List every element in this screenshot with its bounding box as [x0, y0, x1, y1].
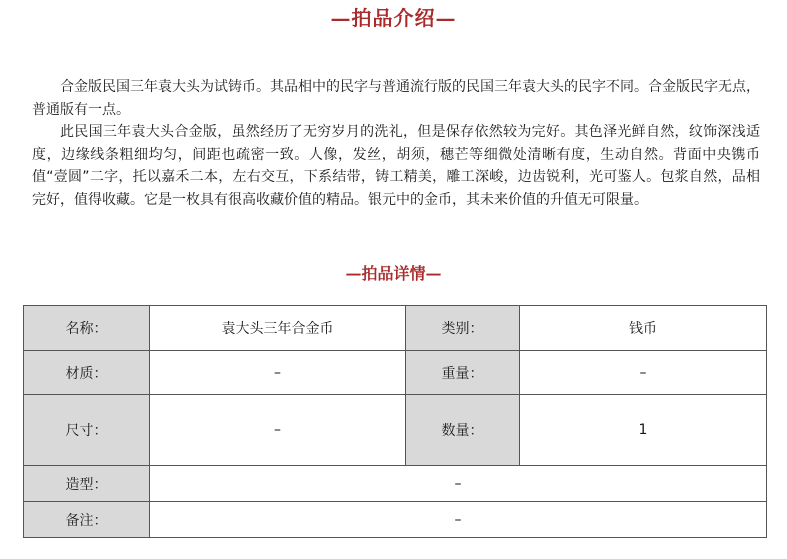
- intro-paragraph-2: 此民国三年袁大头合金版，虽然经历了无穷岁月的洗礼，但是保存依然较为完好。其色泽光鲜自然，纹饰深浅适度，边缘线条粗细均匀，间距也疏密一致。人像，发丝，胡须，穗芒等细微处清晰有度，生动自然。背面中央镌币值“壹圆”二字，托以嘉禾二本，左右交互，下系结带，铸工精美，雕工深峻，边齿锐利，光可鉴人。包浆自然，品相完好，值得收藏。它是一枚具有很高收藏价值的精品。银元中的金币，其未来价值的升值无可限量。: [32, 124, 760, 208]
- category-value: 钱币: [520, 306, 767, 351]
- material-label: 材质：: [24, 351, 150, 395]
- name-value: 袁大头三年合金币: [150, 306, 406, 351]
- quantity-label: 数量：: [406, 395, 520, 466]
- section-title-details: —拍品详情—: [345, 264, 442, 283]
- quantity-value: 1: [520, 395, 767, 466]
- note-value: –: [150, 502, 767, 538]
- details-table: [23, 305, 767, 538]
- name-label: 名称：: [24, 306, 150, 351]
- table-row: [24, 395, 767, 466]
- category-label: 类别：: [406, 306, 520, 351]
- weight-label: 重量：: [406, 351, 520, 395]
- section-title-intro: —拍品介绍—: [330, 6, 457, 30]
- intro-paragraph-1: 合金版民国三年袁大头为试铸币。其品相中的民字与普通流行版的民国三年袁大头的民字不同。合金版民字无点，普通版有一点。: [32, 79, 760, 118]
- size-value: –: [150, 395, 406, 466]
- shape-label: 造型：: [24, 466, 150, 502]
- intro-text: [32, 76, 760, 211]
- note-label: 备注：: [24, 502, 150, 538]
- shape-value: –: [150, 466, 767, 502]
- table-row: [24, 306, 767, 351]
- material-value: –: [150, 351, 406, 395]
- table-row: [24, 502, 767, 538]
- size-label: 尺寸：: [24, 395, 150, 466]
- table-row: [24, 351, 767, 395]
- table-row: [24, 466, 767, 502]
- weight-value: –: [520, 351, 767, 395]
